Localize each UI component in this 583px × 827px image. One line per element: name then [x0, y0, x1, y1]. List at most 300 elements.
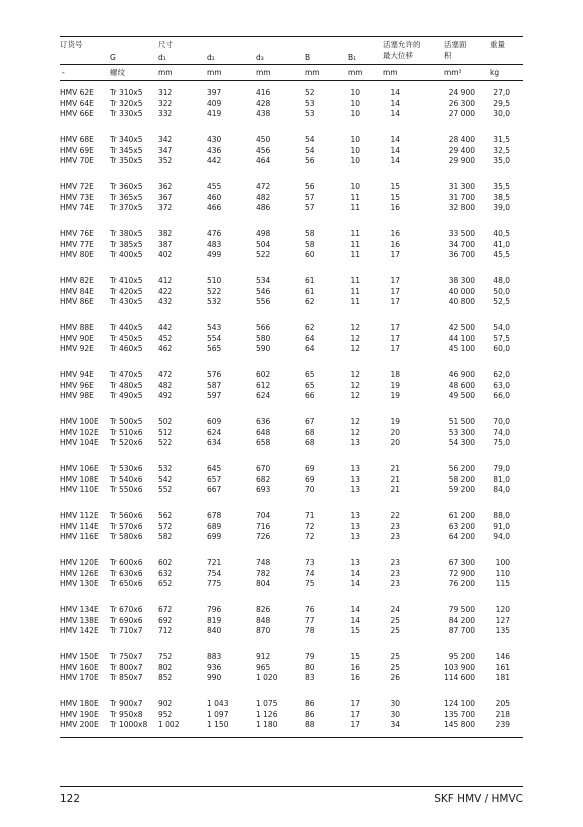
cell-d2: 483	[207, 239, 222, 249]
table-bottom-rule	[60, 737, 523, 738]
cell-b1: 11	[350, 250, 360, 260]
cell-piston-displacement: 17	[390, 276, 400, 285]
cell-b: 67	[305, 417, 315, 426]
cell-b: 69	[305, 464, 315, 473]
cell-weight: 35,5	[493, 182, 510, 191]
cell-weight: 110	[495, 568, 510, 578]
cell-d3: 580	[256, 333, 271, 343]
cell-piston-area: 59 200	[448, 485, 475, 495]
cell-piston-area: 49 500	[448, 391, 475, 401]
cell-piston-displacement: 23	[390, 558, 400, 567]
cell-d3: 1 180	[256, 720, 278, 730]
cell-d2: 624	[207, 427, 222, 437]
cell-d1: 502	[158, 417, 173, 426]
cell-b: 83	[305, 673, 315, 683]
cell-d3: 566	[256, 323, 271, 332]
header-d1: d₁	[158, 53, 166, 62]
cell-thread-g: Tr 570x6	[110, 521, 143, 531]
cell-d3: 428	[256, 98, 271, 108]
cell-b: 77	[305, 615, 315, 625]
cell-piston-area: 67 300	[448, 558, 475, 567]
cell-d2: 499	[207, 250, 222, 260]
cell-d2: 565	[207, 344, 222, 354]
cell-weight: 45,5	[493, 250, 510, 260]
cell-order-no: HMV 66E	[60, 109, 94, 119]
cell-piston-displacement: 14	[390, 145, 400, 155]
cell-d2: 409	[207, 98, 222, 108]
cell-order-no: HMV 92E	[60, 344, 94, 354]
cell-b1: 12	[350, 344, 360, 354]
cell-b1: 12	[350, 323, 360, 332]
cell-piston-displacement: 14	[390, 156, 400, 166]
footer-rule	[60, 786, 523, 787]
cell-d3: 658	[256, 438, 271, 448]
unit-d2: mm	[207, 68, 222, 77]
cell-b1: 13	[350, 464, 360, 473]
cell-order-no: HMV 100E	[60, 417, 99, 426]
cell-piston-displacement: 16	[390, 203, 400, 213]
cell-d2: 754	[207, 568, 222, 578]
cell-b1: 14	[350, 605, 360, 614]
cell-b: 72	[305, 532, 315, 542]
cell-piston-area: 29 900	[448, 156, 475, 166]
cell-b: 53	[305, 109, 315, 119]
header-weight: 重量	[490, 40, 505, 49]
cell-thread-g: Tr 650x6	[110, 579, 143, 589]
cell-thread-g: Tr 520x6	[110, 438, 143, 448]
cell-piston-displacement: 19	[390, 380, 400, 390]
cell-b: 58	[305, 239, 315, 249]
cell-d3: 826	[256, 605, 271, 614]
cell-d1: 402	[158, 250, 173, 260]
cell-d3: 590	[256, 344, 271, 354]
cell-d3: 1 126	[256, 709, 278, 719]
cell-piston-area: 40 800	[448, 297, 475, 307]
cell-weight: 29,5	[493, 98, 510, 108]
cell-d3: 1 075	[256, 699, 278, 708]
cell-d3: 636	[256, 417, 271, 426]
cell-b1: 12	[350, 391, 360, 401]
cell-d3: 912	[256, 652, 271, 661]
cell-d2: 721	[207, 558, 222, 567]
cell-d2: 819	[207, 615, 222, 625]
cell-b1: 14	[350, 615, 360, 625]
cell-d2: 689	[207, 521, 222, 531]
cell-d2: 796	[207, 605, 222, 614]
cell-piston-area: 54 300	[448, 438, 475, 448]
cell-piston-displacement: 30	[390, 709, 400, 719]
cell-thread-g: Tr 510x6	[110, 427, 143, 437]
cell-thread-g: Tr 360x5	[110, 182, 143, 191]
cell-b: 65	[305, 380, 315, 390]
cell-b: 61	[305, 286, 315, 296]
cell-weight: 70,0	[493, 417, 510, 426]
cell-thread-g: Tr 345x5	[110, 145, 143, 155]
cell-b1: 12	[350, 427, 360, 437]
header-rule	[60, 64, 523, 65]
cell-order-no: HMV 80E	[60, 250, 94, 260]
cell-b: 53	[305, 98, 315, 108]
cell-d3: 648	[256, 427, 271, 437]
cell-thread-g: Tr 630x6	[110, 568, 143, 578]
cell-piston-area: 56 200	[448, 464, 475, 473]
cell-b: 86	[305, 699, 315, 708]
cell-weight: 205	[495, 699, 510, 708]
cell-b1: 12	[350, 370, 360, 379]
cell-d2: 554	[207, 333, 222, 343]
cell-b: 75	[305, 579, 315, 589]
cell-piston-displacement: 23	[390, 568, 400, 578]
cell-d3: 438	[256, 109, 271, 119]
cell-piston-displacement: 21	[390, 474, 400, 484]
cell-thread-g: Tr 460x5	[110, 344, 143, 354]
cell-d3: 1 020	[256, 673, 278, 683]
cell-thread-g: Tr 580x6	[110, 532, 143, 542]
cell-b1: 10	[350, 145, 360, 155]
cell-b: 64	[305, 333, 315, 343]
cell-order-no: HMV 84E	[60, 286, 94, 296]
cell-thread-g: Tr 850x7	[110, 673, 143, 683]
cell-weight: 127	[495, 615, 510, 625]
cell-weight: 52,5	[493, 297, 510, 307]
unit-d1: mm	[158, 68, 173, 77]
cell-d3: 748	[256, 558, 271, 567]
cell-order-no: HMV 112E	[60, 511, 99, 520]
cell-thread-g: Tr 500x5	[110, 417, 143, 426]
cell-d1: 602	[158, 558, 173, 567]
cell-b: 52	[305, 88, 315, 97]
cell-weight: 218	[495, 709, 510, 719]
cell-piston-displacement: 24	[390, 605, 400, 614]
cell-piston-area: 61 200	[448, 511, 475, 520]
cell-weight: 30,0	[493, 109, 510, 119]
cell-thread-g: Tr 1000x8	[110, 720, 148, 730]
unit-area: mm²	[444, 68, 462, 77]
cell-order-no: HMV 102E	[60, 427, 99, 437]
cell-order-no: HMV 64E	[60, 98, 94, 108]
cell-d1: 312	[158, 88, 173, 97]
cell-piston-displacement: 18	[390, 370, 400, 379]
cell-piston-area: 34 700	[448, 239, 475, 249]
cell-piston-displacement: 19	[390, 417, 400, 426]
cell-b1: 11	[350, 229, 360, 238]
cell-order-no: HMV 82E	[60, 276, 94, 285]
cell-piston-area: 45 100	[448, 344, 475, 354]
header-b: B	[305, 53, 311, 62]
cell-d2: 597	[207, 391, 222, 401]
cell-b: 58	[305, 229, 315, 238]
cell-b: 71	[305, 511, 315, 520]
cell-d1: 632	[158, 568, 173, 578]
cell-b1: 10	[350, 98, 360, 108]
cell-order-no: HMV 98E	[60, 391, 94, 401]
cell-weight: 35,0	[493, 156, 510, 166]
cell-b: 69	[305, 474, 315, 484]
cell-b: 60	[305, 250, 315, 260]
cell-thread-g: Tr 400x5	[110, 250, 143, 260]
cell-weight: 94,0	[493, 532, 510, 542]
cell-d1: 562	[158, 511, 173, 520]
cell-b1: 13	[350, 474, 360, 484]
cell-piston-displacement: 22	[390, 511, 400, 520]
cell-weight: 54,0	[493, 323, 510, 332]
cell-weight: 38,5	[493, 192, 510, 202]
cell-piston-displacement: 25	[390, 652, 400, 661]
cell-d3: 965	[256, 662, 271, 672]
cell-weight: 120	[495, 605, 510, 614]
cell-b1: 11	[350, 276, 360, 285]
cell-weight: 39,0	[493, 203, 510, 213]
cell-d3: 624	[256, 391, 271, 401]
cell-thread-g: Tr 385x5	[110, 239, 143, 249]
cell-order-no: HMV 130E	[60, 579, 99, 589]
cell-thread-g: Tr 710x7	[110, 626, 143, 636]
cell-b: 79	[305, 652, 315, 661]
cell-weight: 63,0	[493, 380, 510, 390]
cell-d2: 510	[207, 276, 222, 285]
cell-d1: 712	[158, 626, 173, 636]
header-piston-1: 活塞允许的	[383, 40, 421, 49]
cell-d1: 422	[158, 286, 173, 296]
cell-piston-area: 95 200	[448, 652, 475, 661]
cell-piston-displacement: 20	[390, 427, 400, 437]
unit-order-no: -	[62, 68, 65, 77]
cell-order-no: HMV 69E	[60, 145, 94, 155]
cell-b1: 13	[350, 521, 360, 531]
cell-order-no: HMV 134E	[60, 605, 99, 614]
cell-order-no: HMV 106E	[60, 464, 99, 473]
cell-b: 80	[305, 662, 315, 672]
cell-b1: 10	[350, 135, 360, 144]
cell-piston-displacement: 34	[390, 720, 400, 730]
cell-piston-area: 53 300	[448, 427, 475, 437]
cell-piston-area: 48 600	[448, 380, 475, 390]
unit-g: 螺纹	[110, 68, 125, 77]
cell-d1: 652	[158, 579, 173, 589]
cell-order-no: HMV 120E	[60, 558, 99, 567]
cell-d1: 482	[158, 380, 173, 390]
cell-order-no: HMV 160E	[60, 662, 99, 672]
cell-b1: 10	[350, 88, 360, 97]
cell-d3: 693	[256, 485, 271, 495]
cell-d1: 572	[158, 521, 173, 531]
cell-b: 54	[305, 135, 315, 144]
cell-weight: 27,0	[493, 88, 510, 97]
cell-d3: 848	[256, 615, 271, 625]
cell-d3: 870	[256, 626, 271, 636]
cell-piston-area: 29 400	[448, 145, 475, 155]
cell-d1: 332	[158, 109, 173, 119]
cell-weight: 62,0	[493, 370, 510, 379]
cell-d1: 367	[158, 192, 173, 202]
cell-piston-area: 33 500	[448, 229, 475, 238]
header-area-1: 活塞面	[444, 40, 467, 49]
cell-b: 68	[305, 438, 315, 448]
cell-piston-area: 31 700	[448, 192, 475, 202]
cell-d2: 587	[207, 380, 222, 390]
cell-d2: 419	[207, 109, 222, 119]
header-d3: d₃	[256, 53, 264, 62]
cell-d2: 476	[207, 229, 222, 238]
cell-thread-g: Tr 430x5	[110, 297, 143, 307]
cell-weight: 50,0	[493, 286, 510, 296]
cell-thread-g: Tr 365x5	[110, 192, 143, 202]
cell-d3: 498	[256, 229, 271, 238]
cell-piston-area: 87 700	[448, 626, 475, 636]
cell-piston-area: 145 800	[443, 720, 475, 730]
cell-b: 74	[305, 568, 315, 578]
cell-b: 56	[305, 156, 315, 166]
cell-b: 86	[305, 709, 315, 719]
cell-piston-area: 124 100	[443, 699, 475, 708]
cell-piston-area: 44 100	[448, 333, 475, 343]
cell-weight: 57,5	[493, 333, 510, 343]
cell-b: 66	[305, 391, 315, 401]
cell-d2: 699	[207, 532, 222, 542]
cell-d2: 883	[207, 652, 222, 661]
cell-piston-displacement: 14	[390, 109, 400, 119]
cell-d1: 492	[158, 391, 173, 401]
cell-piston-displacement: 15	[390, 192, 400, 202]
cell-thread-g: Tr 480x5	[110, 380, 143, 390]
cell-b: 62	[305, 297, 315, 307]
cell-piston-displacement: 16	[390, 229, 400, 238]
cell-d1: 952	[158, 709, 173, 719]
cell-thread-g: Tr 320x5	[110, 98, 143, 108]
cell-b: 54	[305, 145, 315, 155]
cell-d3: 486	[256, 203, 271, 213]
cell-d3: 504	[256, 239, 271, 249]
unit-piston: mm	[383, 68, 398, 77]
cell-d2: 543	[207, 323, 222, 332]
cell-d1: 802	[158, 662, 173, 672]
cell-b: 57	[305, 203, 315, 213]
cell-piston-area: 103 900	[443, 662, 475, 672]
cell-thread-g: Tr 450x5	[110, 333, 143, 343]
cell-d1: 552	[158, 485, 173, 495]
cell-thread-g: Tr 540x6	[110, 474, 143, 484]
cell-piston-displacement: 15	[390, 182, 400, 191]
cell-order-no: HMV 86E	[60, 297, 94, 307]
header-dimensions: 尺寸	[158, 40, 173, 49]
cell-d2: 460	[207, 192, 222, 202]
cell-piston-area: 84 200	[448, 615, 475, 625]
cell-d3: 522	[256, 250, 271, 260]
cell-b1: 13	[350, 558, 360, 567]
cell-b1: 12	[350, 380, 360, 390]
cell-d3: 450	[256, 135, 271, 144]
cell-d1: 532	[158, 464, 173, 473]
cell-d1: 342	[158, 135, 173, 144]
cell-piston-area: 63 200	[448, 521, 475, 531]
cell-order-no: HMV 116E	[60, 532, 99, 542]
cell-order-no: HMV 200E	[60, 720, 99, 730]
cell-piston-displacement: 17	[390, 297, 400, 307]
cell-d3: 534	[256, 276, 271, 285]
cell-d1: 387	[158, 239, 173, 249]
cell-thread-g: Tr 350x5	[110, 156, 143, 166]
cell-piston-displacement: 16	[390, 239, 400, 249]
cell-d2: 657	[207, 474, 222, 484]
cell-thread-g: Tr 690x6	[110, 615, 143, 625]
cell-weight: 81,0	[493, 474, 510, 484]
cell-thread-g: Tr 340x5	[110, 135, 143, 144]
cell-thread-g: Tr 370x5	[110, 203, 143, 213]
cell-d2: 1 043	[207, 699, 229, 708]
cell-piston-area: 76 200	[448, 579, 475, 589]
cell-piston-area: 40 000	[448, 286, 475, 296]
cell-piston-displacement: 17	[390, 344, 400, 354]
cell-d1: 522	[158, 438, 173, 448]
cell-d1: 322	[158, 98, 173, 108]
cell-d3: 556	[256, 297, 271, 307]
cell-b: 88	[305, 720, 315, 730]
cell-weight: 84,0	[493, 485, 510, 495]
cell-thread-g: Tr 440x5	[110, 323, 143, 332]
cell-d3: 456	[256, 145, 271, 155]
cell-thread-g: Tr 310x5	[110, 88, 143, 97]
cell-weight: 75,0	[493, 438, 510, 448]
cell-d3: 602	[256, 370, 271, 379]
cell-b1: 11	[350, 239, 360, 249]
cell-thread-g: Tr 750x7	[110, 652, 143, 661]
header-order-no: 订货号	[60, 40, 83, 49]
cell-b1: 11	[350, 286, 360, 296]
cell-thread-g: Tr 550x6	[110, 485, 143, 495]
cell-weight: 74,0	[493, 427, 510, 437]
cell-b1: 10	[350, 156, 360, 166]
cell-thread-g: Tr 950x8	[110, 709, 143, 719]
cell-piston-area: 24 900	[448, 88, 475, 97]
cell-piston-area: 51 500	[448, 417, 475, 426]
cell-b: 64	[305, 344, 315, 354]
cell-b1: 17	[350, 699, 360, 708]
cell-d2: 1 150	[207, 720, 229, 730]
cell-b1: 15	[350, 626, 360, 636]
cell-d2: 990	[207, 673, 222, 683]
cell-weight: 48,0	[493, 276, 510, 285]
cell-d3: 472	[256, 182, 271, 191]
cell-d2: 522	[207, 286, 222, 296]
cell-piston-area: 114 600	[443, 673, 475, 683]
cell-d3: 716	[256, 521, 271, 531]
cell-thread-g: Tr 600x6	[110, 558, 143, 567]
cell-d3: 682	[256, 474, 271, 484]
cell-piston-area: 28 400	[448, 135, 475, 144]
cell-piston-displacement: 14	[390, 98, 400, 108]
cell-piston-displacement: 20	[390, 438, 400, 448]
cell-b1: 13	[350, 511, 360, 520]
cell-d2: 455	[207, 182, 222, 191]
cell-order-no: HMV 138E	[60, 615, 99, 625]
cell-d2: 667	[207, 485, 222, 495]
cell-piston-area: 58 200	[448, 474, 475, 484]
cell-order-no: HMV 74E	[60, 203, 94, 213]
cell-thread-g: Tr 410x5	[110, 276, 143, 285]
cell-thread-g: Tr 530x6	[110, 464, 143, 473]
footer-title: SKF HMV / HMVC	[434, 793, 523, 805]
cell-order-no: HMV 190E	[60, 709, 99, 719]
cell-b1: 10	[350, 109, 360, 119]
cell-b1: 17	[350, 709, 360, 719]
cell-piston-displacement: 14	[390, 135, 400, 144]
cell-thread-g: Tr 560x6	[110, 511, 143, 520]
cell-d2: 436	[207, 145, 222, 155]
cell-weight: 60,0	[493, 344, 510, 354]
cell-weight: 40,5	[493, 229, 510, 238]
cell-d3: 704	[256, 511, 271, 520]
cell-b: 78	[305, 626, 315, 636]
